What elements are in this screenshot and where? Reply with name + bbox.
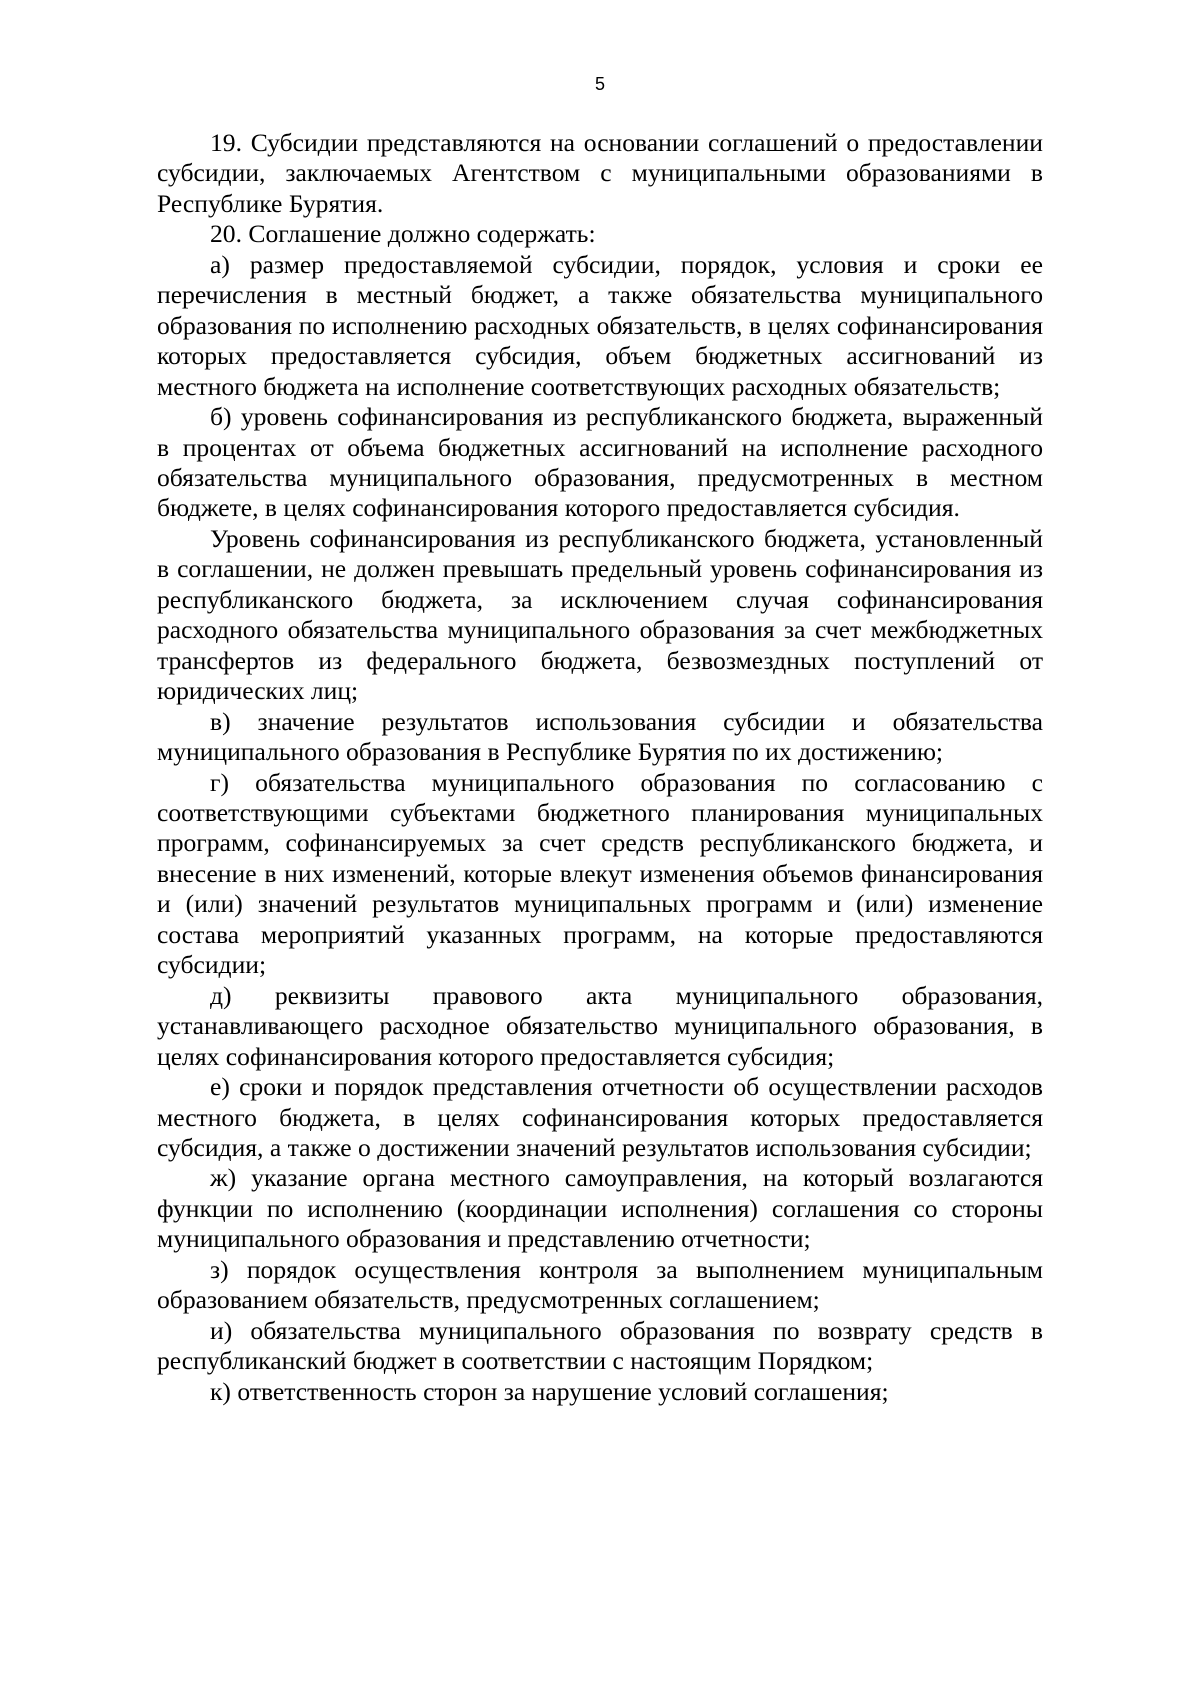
document-body bbox=[157, 128, 1043, 1407]
clause-d: д) реквизиты правового акта муниципального образования, устанавливающего расходное обязательство муниципального образования, в целях софинансирования которого предоставляется субсидия; bbox=[157, 980, 1043, 1071]
clause-b-continuation: Уровень софинансирования из республиканского бюджета, установленный в соглашении, не должен превышать предельный уровень софинансирования из республиканского бюджета, за исключением случая софинансирования расходного обязательства муниципального образования за счет межбюджетных трансфертов из федерального бюджета, безвозмездных поступлений от юридических лиц; bbox=[157, 523, 1043, 706]
clause-k: к) ответственность сторон за нарушение условий соглашения; bbox=[210, 1376, 889, 1406]
clause-a: а) размер предоставляемой субсидии, порядок, условия и сроки ее перечисления в местный бюджет, а также обязательства муниципального образования по исполнению расходных обязательств, в целях софинансирования которых предоставляется субсидия, объем бюджетных ассигнований из местного бюджета на исполнение соответствующих расходных обязательств; bbox=[157, 249, 1043, 401]
clause-v: в) значение результатов использования субсидии и обязательства муниципального образования в Республике Бурятия по их достижению; bbox=[157, 706, 1043, 767]
clause-e: е) сроки и порядок представления отчетности об осуществлении расходов местного бюджета, в целях софинансирования которых предоставляется субсидия, а также о достижении значений результатов использования субсидии; bbox=[157, 1072, 1043, 1162]
paragraph-20: 20. Соглашение должно содержать: bbox=[210, 219, 596, 249]
clause-g: г) обязательства муниципального образования по согласованию с соответствующими субъектами бюджетного планирования муниципальных программ, софинансируемых за счет средств республиканского бюджета, и внесение в них изменений, которые влекут изменения объемов финансирования и (или) значений результатов муниципальных программ и (или) изменение состава мероприятий указанных программ, на которые предоставляются субсидии; bbox=[157, 767, 1043, 980]
page-number: 5 bbox=[594, 74, 605, 94]
paragraph-19: 19. Субсидии представляются на основании соглашений о предоставлении субсидии, заключаемых Агентством с муниципальными образованиями в Республике Бурятия. bbox=[157, 128, 1043, 218]
clause-b: б) уровень софинансирования из республиканского бюджета, выраженный в процентах от объема бюджетных ассигнований на исполнение расходного обязательства муниципального образования, предусмотренных в местном бюджете, в целях софинансирования которого предоставляется субсидия. bbox=[157, 402, 1043, 523]
clause-z: з) порядок осуществления контроля за выполнением муниципальным образованием обязательств, предусмотренных соглашением; bbox=[157, 1254, 1043, 1315]
clause-zh: ж) указание органа местного самоуправления, на который возлагаются функции по исполнению (координации исполнения) соглашения со стороны муниципального образования и представлению отчетности; bbox=[157, 1163, 1043, 1254]
clause-i: и) обязательства муниципального образования по возврату средств в республиканский бюджет в соответствии с настоящим Порядком; bbox=[157, 1315, 1043, 1376]
